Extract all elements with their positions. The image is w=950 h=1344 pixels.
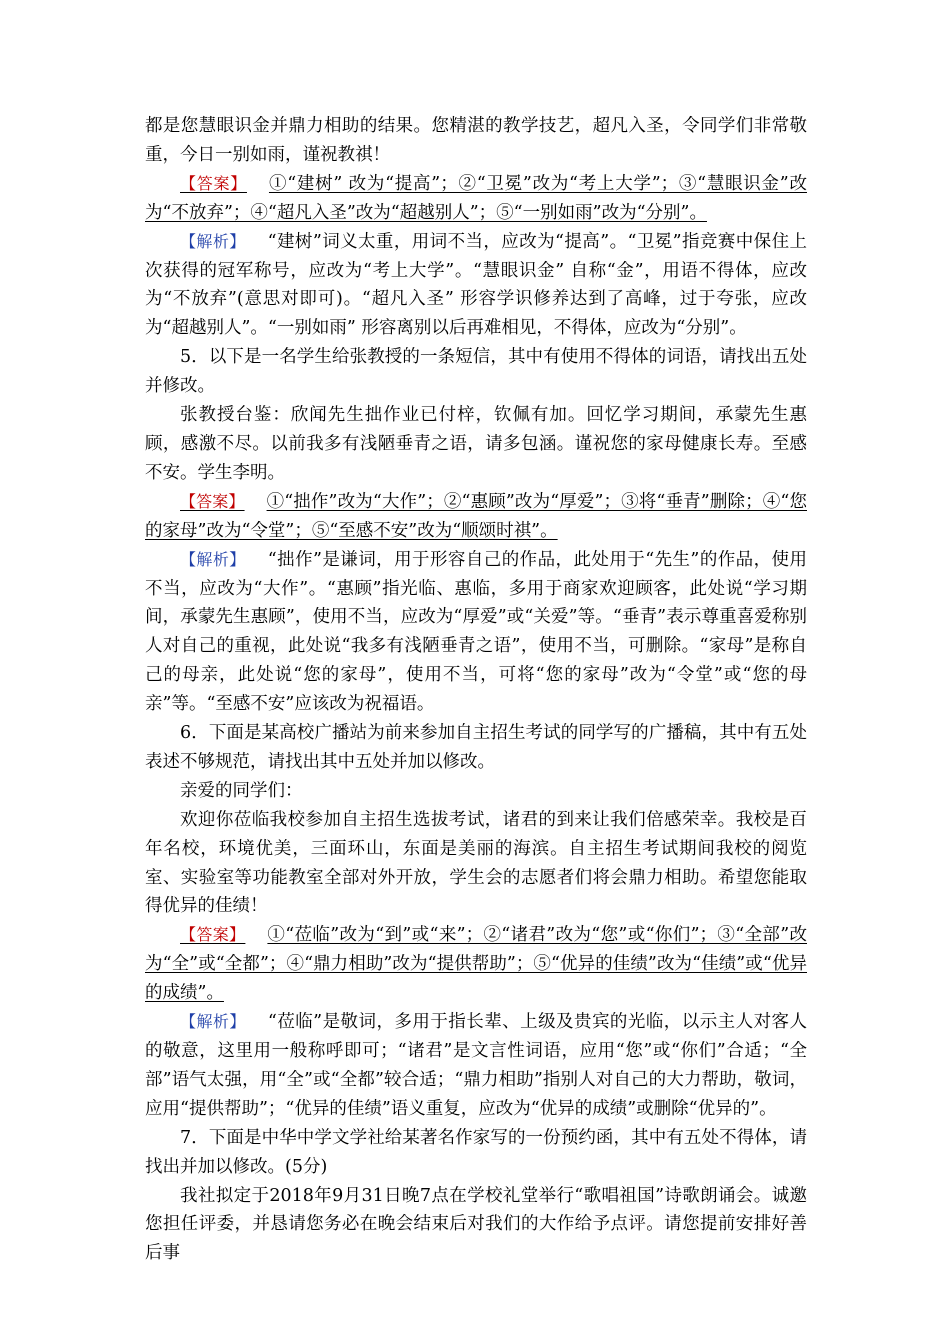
q6-question: 6．下面是某高校广播站为前来参加自主招生考试的同学写的广播稿，其中有五处表述不够规范，请找出其中五处并加以修改。: [145, 723, 807, 772]
q7-text: 我社拟定于2018年9月31日晚7点在学校礼堂举行“歌唱祖国”诗歌朗诵会。诚邀您担任评委，并恳请您务必在晚会结束后对我们的大作给予点评。请您提前安排好善后事: [145, 1185, 807, 1264]
analysis-label: 【解析】: [180, 231, 246, 251]
q6-greeting: 亲爱的同学们：: [180, 780, 303, 801]
q6-analysis-text: “莅临”是敬词，多用于指长辈、上级及贵宾的光临，以示主人对客人的敬意，这里用一般称呼即可；“诸君”是文言性词语，应用“您”或“你们”合适；“全部”语气太强，用“全”或“全都”较合适；“鼎力相助”指别人对自己的大力帮助，敬词，应用“提供帮助”；“优异的佳绩”语义重复，应改为“优异的成绩”或删除“优异的”。: [145, 1012, 807, 1119]
q4-analysis: [145, 228, 807, 344]
q5-analysis: [145, 546, 807, 719]
q4-answer: [145, 170, 807, 228]
q5-question: 5．以下是一名学生给张教授的一条短信，其中有使用不得体的词语，请找出五处并修改。: [145, 347, 807, 397]
analysis-label: 【解析】: [180, 1012, 246, 1032]
q5-text: 张教授台鉴：欣闻先生拙作业已付梓，钦佩有加。回忆学习期间，承蒙先生惠顾，感激不尽。以前我多有浅陋垂青之语，请多包涵。谨祝您的家母健康长寿。至感不安。学生李明。: [145, 405, 807, 483]
analysis-label: 【解析】: [180, 549, 246, 569]
q6-answer-text: ①“莅临”改为“到”或“来”；②“诸君”改为“您”或“你们”；③“全部”改为“全”或“全都”；④“鼎力相助”改为“提供帮助”；⑤“优异的佳绩”改为“佳绩”或“优异的成绩”。: [145, 925, 807, 1004]
q5-answer: [145, 488, 807, 546]
q7-question: 7．下面是中华中学文学社给某著名作家写的一份预约函，其中有五处不得体，请找出并加以修改。(5分): [145, 1127, 807, 1177]
q6-answer: [145, 921, 807, 1008]
q6-text: 欢迎你莅临我校参加自主招生选拔考试，诸君的到来让我们倍感荣幸。我校是百年名校，环境优美，三面环山，东面是美丽的海滨。自主招生考试期间我校的阅览室、实验室等功能教室全部对外开放，学生会的志愿者们将会鼎力相助。希望您能取得优异的佳绩！: [145, 809, 807, 917]
q4-answer-text: ①“建树” 改为“提高”；②“卫冕”改为“考上大学”；③“慧眼识金”改为“不放弃”；④“超凡入圣”改为“超越别人”；⑤“一别如雨”改为“分别”。: [145, 173, 807, 223]
answer-label: 【答案】: [180, 173, 247, 193]
answer-label: 【答案】: [180, 491, 245, 511]
q6-analysis: [145, 1008, 807, 1124]
q5-analysis-text: “拙作”是谦词，用于形容自己的作品，此处用于“先生”的作品，使用不当，应改为“大作”。“惠顾”指光临、惠临，多用于商家欢迎顾客，此处说“学习期间，承蒙先生惠顾”，使用不当，应改为“厚爱”或“关爱”等。“垂青”表示尊重喜爱称别人对自己的重视，此处说“我多有浅陋垂青之语”，使用不当，可删除。“家母”是称自己的母亲，此处说“您的家母”，使用不当，可将“您的家母”改为“令堂”或“您的母亲”等。“至感不安”应该改为祝福语。: [145, 549, 807, 715]
answer-label: 【答案】: [180, 925, 246, 945]
intro-paragraph: 都是您慧眼识金并鼎力相助的结果。您精湛的教学技艺，超凡入圣，令同学们非常敬重，今日一别如雨，谨祝教祺！: [145, 116, 807, 165]
document-page: [145, 112, 807, 1268]
q4-analysis-text: “建树”词义太重，用词不当，应改为“提高”。“卫冕”指竞赛中保住上次获得的冠军称号，应改为“考上大学”。“慧眼识金” 自称“金”，用语不得体，应改为“不放弃”(意思对即可)。“超凡入圣” 形容学识修养达到了高峰，过于夸张，应改为“超越别人”。“一别如雨” 形容离别以后再难相见，不得体，应改为“分别”。: [145, 231, 807, 339]
q5-answer-text: ①“拙作”改为“大作”；②“惠顾”改为“厚爱”；③将“垂青”删除；④“您的家母”改为“令堂”；⑤“至感不安”改为“顺颂时祺”。: [145, 491, 807, 541]
